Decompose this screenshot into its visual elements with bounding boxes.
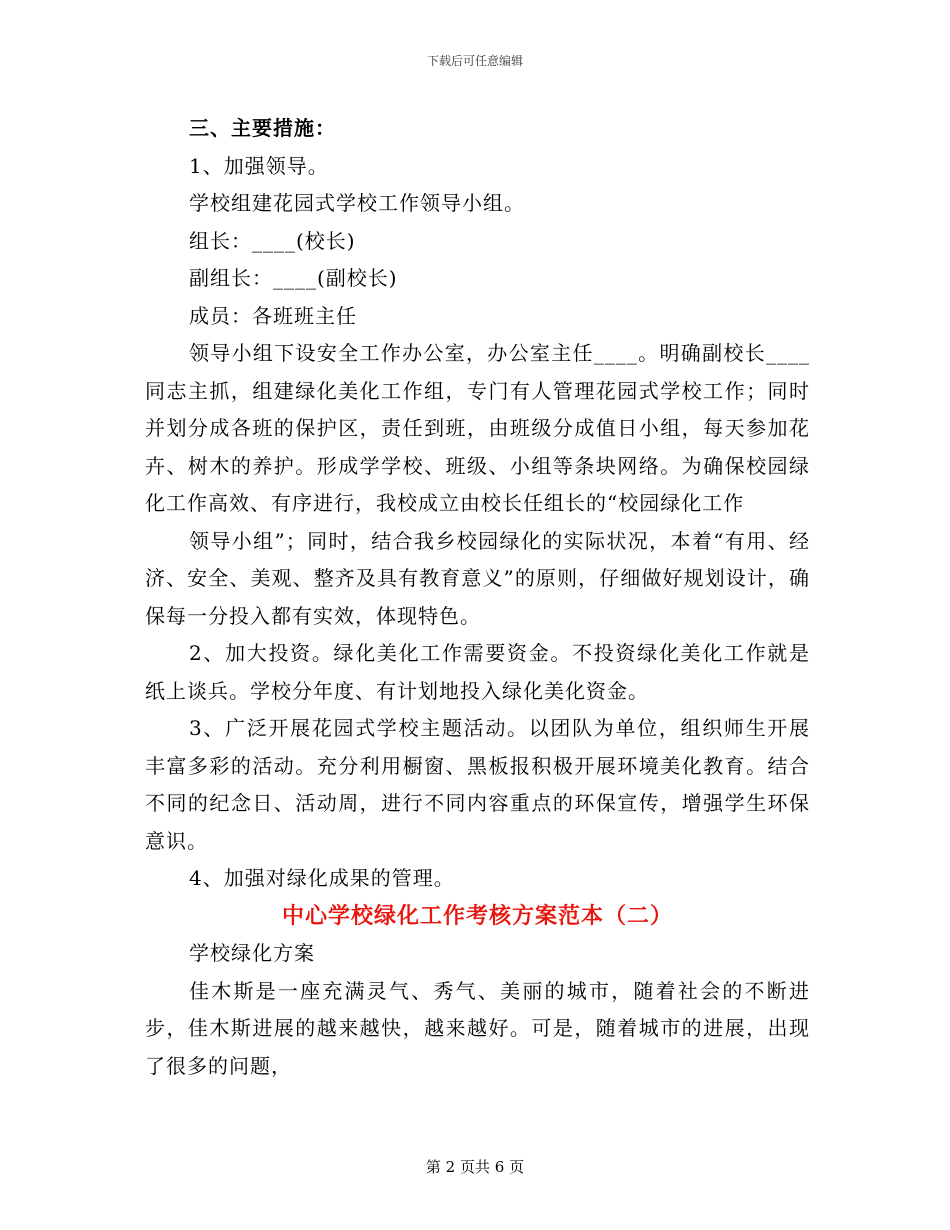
second-paragraph-1: 佳木斯是一座充满灵气、秀气、美丽的城市，随着社会的不断进步，佳木斯进展的越来越快，越来越好。可是，随着城市的进展，出现了很多的问题， [145,978,810,1078]
document-body [145,110,810,1085]
section-heading: 三、主要措施： [189,116,336,140]
item-2-paragraph: 2、加大投资。绿化美化工作需要资金。不投资绿化美化工作就是纸上谈兵。学校分年度、有计划地投入绿化美化资金。 [145,641,810,703]
members-line: 成员：各班班主任 [189,303,357,328]
leader-line: 组长：____(校长) [189,228,356,253]
deputy-line: 副组长：____(副校长) [189,266,398,290]
item-4-paragraph: 4、加强对绿化成果的管理。 [189,866,455,890]
item-3-paragraph: 3、广泛开展花园式学校主题活动。以团队为单位，组织师生开展丰富多彩的活动。充分利用橱窗、黑板报积极开展环境美化教育。结合不同的纪念日、活动周，进行不同内容重点的环保宣传，增强学生环保意识。 [145,716,810,853]
page-number: 第 2 页共 6 页 [425,1158,525,1176]
item-1-paragraph-2: 领导小组下设安全工作办公室，办公室主任____。明确副校长____同志主抓，组建绿化美化工作组，专门有人管理花园式学校工作；同时并划分成各班的保护区，责任到班，由班级分成值日小组，每天参加花卉、树木的养护。形成学学校、班级、小组等条块网络。为确保校园绿化工作高效、有序进行，我校成立由校长任组长的“校园绿化工作 [145,341,810,515]
item-1-paragraph-3: 领导小组”；同时，结合我乡校园绿化的实际状况，本着“有用、经济、安全、美观、整齐及具有教育意义”的原则，仔细做好规划设计，确保每一分投入都有实效，体现特色。 [145,528,810,628]
item-1-paragraph-1: 学校组建花园式学校工作领导小组。 [189,191,525,215]
second-subtitle: 学校绿化方案 [189,941,315,965]
header-note: 下载后可任意编辑 [426,54,523,68]
second-section-title: 中心学校绿化工作考核方案范本（二） [281,902,673,929]
item-1-title: 1、加强领导。 [189,153,329,178]
